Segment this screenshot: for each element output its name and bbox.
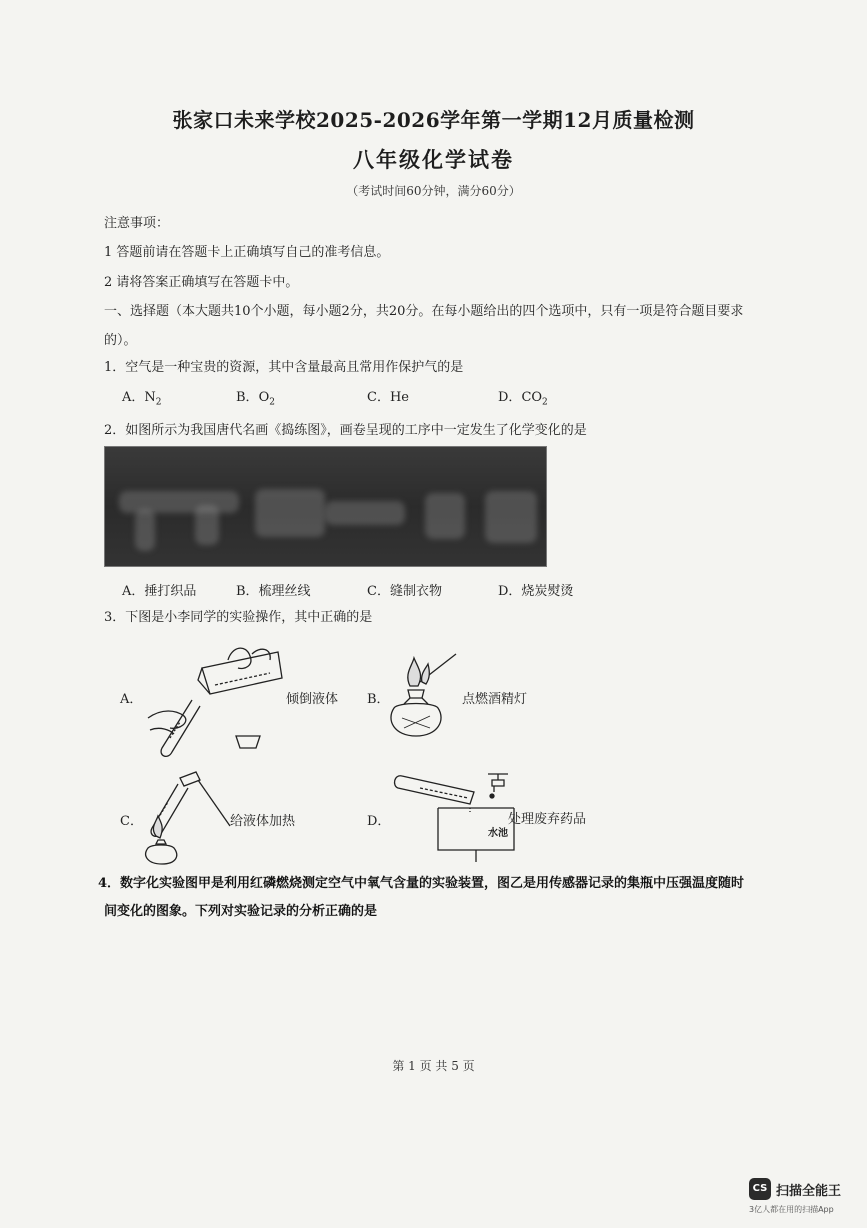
scanner-logo-icon: CS	[749, 1178, 771, 1200]
q3-item-a-letter: A．	[120, 692, 143, 707]
page-number: 第 1 页 共 5 页	[392, 1059, 475, 1073]
notice-item-1: 1 答题前请在答题卡上正确填写自己的准考信息。	[104, 245, 390, 260]
q2-stem: 2．如图所示为我国唐代名画《捣练图》，画卷呈现的工序中一定发生了化学变化的是	[104, 423, 587, 438]
q2-option-d: D．烧炭熨烫	[498, 584, 574, 599]
exam-subtitle: 八年级化学试卷	[353, 147, 514, 172]
notice-heading: 注意事项：	[104, 216, 170, 231]
exam-note: （考试时间60分钟，满分60分）	[346, 184, 521, 198]
notice-item-2: 2 请将答案正确填写在答题卡中。	[104, 275, 299, 290]
q1-option-b: B．$O_2$	[236, 390, 275, 408]
q3-item-c-label: 给液体加热	[230, 814, 296, 829]
pouring-liquid-figure	[140, 638, 290, 760]
sink-label: 水池	[488, 828, 508, 839]
q3-stem: 3．下图是小李同学的实验操作，其中正确的是	[104, 610, 373, 625]
heating-liquid-figure	[138, 770, 238, 866]
exam-title: 张家口未来学校2025-2026学年第一学期12月质量检测	[172, 108, 695, 132]
q2-option-a: A．捶打织品	[122, 584, 197, 599]
q1-option-c: C．He	[367, 390, 409, 405]
q3-item-a-label: 倾倒液体	[286, 692, 339, 707]
scanner-app-name: 扫描全能王	[776, 1184, 842, 1199]
q3-item-d-label: 处理废弃药品	[508, 812, 587, 827]
q3-item-c-letter: C．	[120, 814, 143, 829]
q1-stem: 1．空气是一种宝贵的资源，其中含量最高且常用作保护气的是	[104, 360, 464, 375]
section-1-intro-line-2: 的）。	[104, 333, 137, 348]
q4-stem-line-1: 4．数字化实验图甲是利用红磷燃烧测定空气中氧气含量的实验装置，图乙是用传感器记录的集瓶中压强温度随时	[98, 876, 745, 891]
q2-option-b: B．梳理丝线	[236, 584, 311, 599]
section-1-intro-line-1: 一、选择题（本大题共10个小题，每小题2分，共20分。在每小题给出的四个选项中，只有一项是符合题目要求	[104, 304, 744, 319]
alcohol-lamp-figure	[380, 648, 466, 740]
q2-option-c: C．缝制衣物	[367, 584, 442, 599]
q1-option-d: D．$CO_2$	[498, 390, 548, 408]
q3-item-d-letter: D．	[367, 814, 391, 829]
scanner-watermark	[749, 1178, 859, 1218]
q3-item-b-letter: B．	[367, 692, 390, 707]
q3-item-b-label: 点燃酒精灯	[462, 692, 528, 707]
q4-stem-line-2: 间变化的图象。下列对实验记录的分析正确的是	[104, 904, 378, 919]
waste-disposal-figure	[390, 772, 520, 864]
q1-option-a: A．$N_2$	[122, 390, 162, 408]
scanner-tagline: 3亿人都在用的扫描App	[749, 1205, 834, 1214]
painting-image	[104, 446, 547, 567]
